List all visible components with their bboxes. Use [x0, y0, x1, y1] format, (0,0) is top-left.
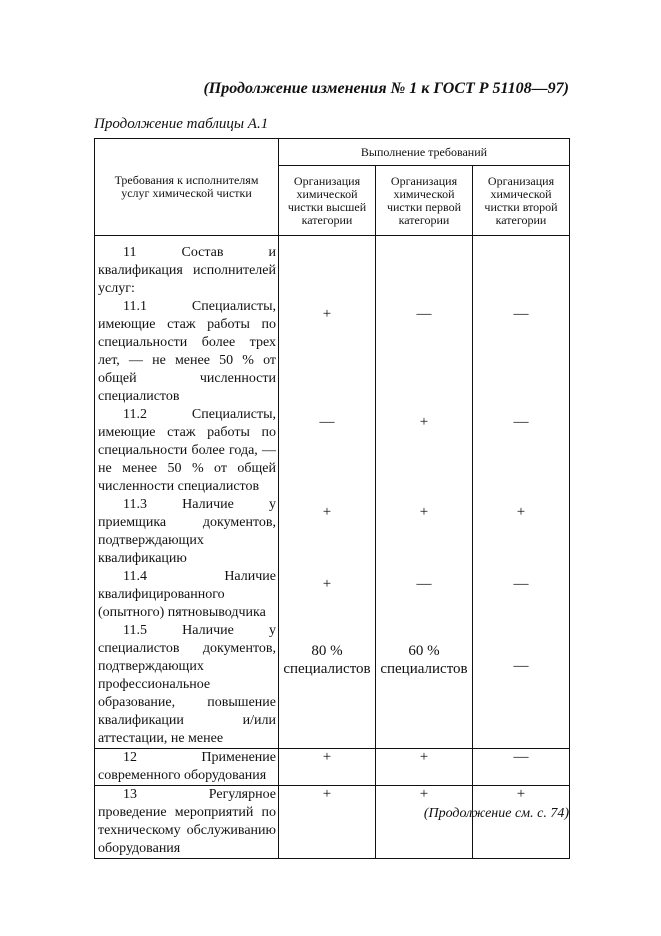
value-high: + — [279, 496, 376, 568]
table-row — [95, 786, 570, 859]
header-group: Выполнение требований — [279, 139, 570, 166]
table-row — [95, 749, 570, 786]
requirement-cell: 11.2 Специалисты, имеющие стаж работы по специальности более года, — не менее 50 % от общей численности специалистов — [95, 406, 279, 496]
value-second: — — [473, 749, 570, 786]
requirement-cell: 11.5 Наличие у специалистов документов, подтверждающих профессиональное образование, повышение квалификации и/или аттестации, не менее — [95, 622, 279, 749]
value-second: — — [473, 298, 570, 406]
value-high: + — [279, 568, 376, 622]
table-row — [95, 406, 570, 496]
value-second: + — [473, 496, 570, 568]
table-row — [95, 568, 570, 622]
document-header: (Продолжение изменения № 1 к ГОСТ Р 51108—97) — [203, 80, 569, 97]
value-first: + — [376, 496, 473, 568]
value-first: — — [376, 298, 473, 406]
value-high — [279, 244, 376, 298]
requirements-table — [94, 138, 570, 859]
value-first: + — [376, 406, 473, 496]
value-first: — — [376, 568, 473, 622]
value-second: — — [473, 406, 570, 496]
value-high: + — [279, 298, 376, 406]
requirement-cell: 11.3 Наличие у приемщика документов, подтверждающих квалификацию — [95, 496, 279, 568]
table-row — [95, 244, 570, 298]
value-first: + — [376, 786, 473, 859]
requirement-cell: 11 Состав и квалификация исполнителей услуг: — [95, 244, 279, 298]
table-row — [95, 496, 570, 568]
requirement-cell: 13 Регулярное проведение мероприятий по техническому обслуживанию оборудования — [95, 786, 279, 859]
value-first: 60 % специалистов — [376, 622, 473, 749]
table-row — [95, 622, 570, 749]
header-first-category: Организация химической чистки первой категории — [376, 166, 473, 236]
table-header-row — [95, 139, 570, 166]
value-high: + — [279, 786, 376, 859]
value-high: 80 % специалистов — [279, 622, 376, 749]
header-second-category: Организация химической чистки второй категории — [473, 166, 570, 236]
requirement-cell: 11.1 Специалисты, имеющие стаж работы по специальности более трех лет, — не менее 50 % от общей численности специалистов — [95, 298, 279, 406]
requirement-cell: 12 Применение современного оборудования — [95, 749, 279, 786]
header-requirements: Требования к исполнителям услуг химической чистки — [95, 139, 279, 236]
continuation-note: (Продолжение см. с. 74) — [423, 806, 569, 821]
value-second: — — [473, 568, 570, 622]
table-spacer-row — [95, 236, 570, 245]
value-second: — — [473, 622, 570, 749]
value-high: — — [279, 406, 376, 496]
value-second: + — [473, 786, 570, 859]
table-row — [95, 298, 570, 406]
value-high: + — [279, 749, 376, 786]
header-high-category: Организация химической чистки высшей категории — [279, 166, 376, 236]
value-second — [473, 244, 570, 298]
table-caption: Продолжение таблицы А.1 — [94, 116, 269, 132]
value-first — [376, 244, 473, 298]
value-first: + — [376, 749, 473, 786]
requirement-cell: 11.4 Наличие квалифицированного (опытного) пятновыводчика — [95, 568, 279, 622]
